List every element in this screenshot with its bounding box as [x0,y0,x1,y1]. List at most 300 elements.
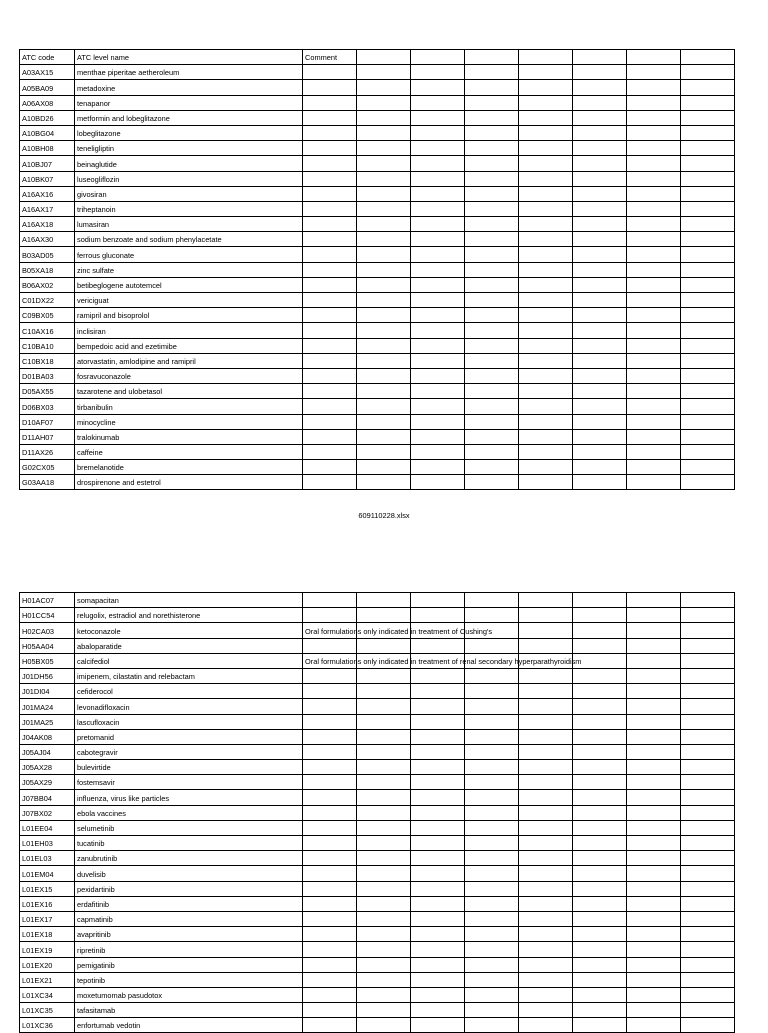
comment-cell [303,623,493,638]
comment-cell [303,384,357,399]
atc-code-cell: B03AD05 [20,247,75,262]
empty-cell [465,896,519,911]
atc-level-name-cell: metformin and lobeglitazone [75,110,303,125]
atc-code-cell: A10BD26 [20,110,75,125]
atc-code-cell: H01CC54 [20,608,75,623]
empty-cell [357,171,411,186]
empty-cell [681,247,735,262]
empty-cell [411,729,465,744]
atc-code-cell: L01EL03 [20,851,75,866]
empty-cell [411,323,465,338]
atc-level-name-cell: minocycline [75,414,303,429]
table-row [20,836,735,851]
empty-cell [519,638,573,653]
empty-cell [411,972,465,987]
empty-cell [411,399,465,414]
atc-code-cell: A05BA09 [20,80,75,95]
empty-cell [627,399,681,414]
empty-cell [357,1018,411,1033]
table-row [20,201,735,216]
empty-cell [573,308,627,323]
atc-level-name-cell: relugolix, estradiol and norethisterone [75,608,303,623]
table-row [20,729,735,744]
empty-cell [357,1003,411,1018]
empty-cell [411,262,465,277]
atc-level-name-cell: metadoxine [75,80,303,95]
atc-code-cell: A10BG04 [20,125,75,140]
table-row [20,608,735,623]
atc-code-cell: G03AA18 [20,475,75,490]
atc-code-cell: A16AX16 [20,186,75,201]
empty-cell [411,50,465,65]
empty-cell [411,125,465,140]
empty-cell [573,593,627,608]
empty-cell [411,1003,465,1018]
atc-code-cell: J07BB04 [20,790,75,805]
empty-cell [411,232,465,247]
empty-cell [357,638,411,653]
empty-cell [519,957,573,972]
table-row [20,368,735,383]
atc-code-cell: H02CA03 [20,623,75,638]
empty-cell [357,125,411,140]
table-row [20,110,735,125]
empty-cell [681,729,735,744]
empty-cell [681,95,735,110]
empty-cell [519,80,573,95]
empty-cell [627,277,681,292]
empty-cell [357,444,411,459]
comment-cell [303,217,357,232]
empty-cell [411,987,465,1002]
table-row [20,247,735,262]
empty-cell [573,638,627,653]
table-row [20,820,735,835]
atc-table-page-1 [19,49,735,490]
atc-level-name-cell: enfortumab vedotin [75,1018,303,1033]
empty-cell [357,820,411,835]
empty-cell [519,851,573,866]
atc-level-name-cell: tepotinib [75,972,303,987]
comment-cell [303,277,357,292]
empty-cell [357,744,411,759]
empty-cell [627,805,681,820]
empty-cell [627,729,681,744]
empty-cell [357,217,411,232]
empty-cell [357,414,411,429]
empty-cell [465,684,519,699]
table-row [20,323,735,338]
atc-level-name-cell: triheptanoin [75,201,303,216]
empty-cell [519,684,573,699]
empty-cell [627,414,681,429]
empty-cell [357,927,411,942]
table-row [20,668,735,683]
atc-code-cell: L01EE04 [20,820,75,835]
empty-cell [411,699,465,714]
empty-cell [519,790,573,805]
empty-cell [519,911,573,926]
atc-table-page-2 [19,592,735,1033]
atc-level-name-cell: betibeglogene autotemcel [75,277,303,292]
empty-cell [627,475,681,490]
empty-cell [411,414,465,429]
empty-cell [357,95,411,110]
empty-cell [465,429,519,444]
atc-code-cell: A16AX17 [20,201,75,216]
empty-cell [573,805,627,820]
comment-cell [303,475,357,490]
empty-cell [627,851,681,866]
empty-cell [465,444,519,459]
empty-cell [411,156,465,171]
empty-cell [627,156,681,171]
comment-cell [303,881,357,896]
empty-cell [465,171,519,186]
empty-cell [681,460,735,475]
comment-cell [303,714,357,729]
empty-cell [573,353,627,368]
empty-cell [465,775,519,790]
empty-cell [519,156,573,171]
comment-cell [303,262,357,277]
comment-cell [303,232,357,247]
atc-code-cell: A10BJ07 [20,156,75,171]
empty-cell [357,851,411,866]
empty-cell [627,384,681,399]
atc-code-cell: C10BA10 [20,338,75,353]
empty-cell [573,881,627,896]
comment-text: Oral formulations only indicated in treatment of renal secondary hyperparathyroidism [305,656,582,666]
empty-cell [681,927,735,942]
empty-cell [627,444,681,459]
table-row [20,623,735,638]
empty-cell [411,217,465,232]
comment-cell [303,429,357,444]
atc-level-name-cell: somapacitan [75,593,303,608]
atc-level-name-cell: luseogliflozin [75,171,303,186]
empty-cell [465,972,519,987]
empty-cell [357,911,411,926]
empty-cell [465,414,519,429]
empty-cell [465,338,519,353]
empty-cell [573,744,627,759]
empty-cell [519,368,573,383]
empty-cell [411,836,465,851]
comment-cell [303,972,357,987]
empty-cell [627,323,681,338]
empty-cell [357,308,411,323]
empty-cell [627,881,681,896]
empty-cell [357,65,411,80]
comment-cell [303,608,357,623]
empty-cell [627,942,681,957]
atc-level-name-cell: ferrous gluconate [75,247,303,262]
empty-cell [573,323,627,338]
table-row [20,927,735,942]
empty-cell [573,972,627,987]
empty-cell [519,50,573,65]
empty-cell [627,429,681,444]
empty-cell [465,201,519,216]
empty-cell [681,141,735,156]
empty-cell [411,608,465,623]
empty-cell [681,987,735,1002]
empty-cell [519,186,573,201]
empty-cell [519,125,573,140]
table-row [20,399,735,414]
table-row [20,444,735,459]
empty-cell [519,775,573,790]
atc-level-name-cell: bulevirtide [75,760,303,775]
empty-cell [411,95,465,110]
empty-cell [573,608,627,623]
empty-cell [519,217,573,232]
empty-cell [411,942,465,957]
empty-cell [357,775,411,790]
empty-cell [573,171,627,186]
table-row [20,141,735,156]
empty-cell [681,277,735,292]
empty-cell [465,186,519,201]
empty-cell [681,684,735,699]
atc-level-name-cell: cefiderocol [75,684,303,699]
empty-cell [519,308,573,323]
empty-cell [681,353,735,368]
empty-cell [681,323,735,338]
empty-cell [681,638,735,653]
empty-cell [411,593,465,608]
header-row [20,50,735,65]
comment-cell [303,668,357,683]
empty-cell [519,805,573,820]
empty-cell [465,460,519,475]
empty-cell [465,156,519,171]
comment-cell [303,942,357,957]
table-row [20,866,735,881]
empty-cell [411,714,465,729]
atc-code-cell: D06BX03 [20,399,75,414]
atc-level-name-cell: selumetinib [75,820,303,835]
empty-cell [573,80,627,95]
empty-cell [573,623,627,638]
empty-cell [573,942,627,957]
empty-cell [627,171,681,186]
table-row [20,232,735,247]
empty-cell [465,927,519,942]
empty-cell [411,790,465,805]
atc-level-name-cell: lascufloxacin [75,714,303,729]
empty-cell [519,760,573,775]
empty-cell [411,338,465,353]
empty-cell [681,608,735,623]
comment-text: Oral formulations only indicated in treatment of Cushing's [305,626,493,636]
comment-cell [303,414,357,429]
empty-cell [681,308,735,323]
empty-cell [411,911,465,926]
empty-cell [627,80,681,95]
empty-cell [411,384,465,399]
atc-level-name-cell: capmatinib [75,911,303,926]
atc-level-name-cell: calcifediol [75,653,303,668]
atc-level-name-cell: tirbanibulin [75,399,303,414]
empty-cell [465,836,519,851]
table-row [20,65,735,80]
empty-cell [627,714,681,729]
empty-cell [627,110,681,125]
comment-cell [303,866,357,881]
empty-cell [681,942,735,957]
empty-cell [519,65,573,80]
empty-cell [573,277,627,292]
empty-cell [465,353,519,368]
empty-cell [465,1003,519,1018]
comment-cell [303,820,357,835]
empty-cell [465,323,519,338]
atc-code-cell: J05AJ04 [20,744,75,759]
table-row [20,80,735,95]
empty-cell [573,399,627,414]
empty-cell [465,1018,519,1033]
empty-cell [627,911,681,926]
atc-level-name-cell: sodium benzoate and sodium phenylacetate [75,232,303,247]
empty-cell [357,790,411,805]
comment-cell [303,293,357,308]
empty-cell [519,323,573,338]
empty-cell [357,714,411,729]
atc-level-name-cell: inclisiran [75,323,303,338]
empty-cell [411,429,465,444]
empty-cell [465,851,519,866]
empty-cell [573,414,627,429]
empty-cell [573,141,627,156]
empty-cell [681,110,735,125]
empty-cell [519,699,573,714]
empty-cell [465,987,519,1002]
empty-cell [573,217,627,232]
empty-cell [681,775,735,790]
atc-level-name-cell: pretomanid [75,729,303,744]
empty-cell [357,156,411,171]
empty-cell [627,368,681,383]
empty-cell [573,668,627,683]
table-row [20,293,735,308]
comment-cell [303,836,357,851]
empty-cell [519,444,573,459]
empty-cell [573,1018,627,1033]
empty-cell [357,293,411,308]
table-row [20,308,735,323]
empty-cell [627,972,681,987]
atc-code-cell: A16AX18 [20,217,75,232]
atc-level-name-cell: bremelanotide [75,460,303,475]
empty-cell [465,141,519,156]
empty-cell [411,866,465,881]
comment-cell [303,368,357,383]
empty-cell [573,911,627,926]
empty-cell [519,927,573,942]
table-row [20,217,735,232]
atc-level-name-cell: ramipril and bisoprolol [75,308,303,323]
empty-cell [465,50,519,65]
empty-cell [357,353,411,368]
empty-cell [681,653,735,668]
atc-code-cell: L01EX21 [20,972,75,987]
atc-level-name-cell: ripretinib [75,942,303,957]
comment-cell [303,987,357,1002]
header-comment: Comment [303,50,357,65]
empty-cell [681,668,735,683]
comment-cell [303,775,357,790]
empty-cell [465,729,519,744]
comment-cell [303,399,357,414]
atc-level-name-cell: ketoconazole [75,623,303,638]
empty-cell [357,668,411,683]
comment-cell [303,156,357,171]
empty-cell [519,110,573,125]
empty-cell [357,972,411,987]
atc-code-cell: J01MA24 [20,699,75,714]
table-row [20,156,735,171]
empty-cell [627,927,681,942]
atc-code-cell: A06AX08 [20,95,75,110]
empty-cell [357,399,411,414]
empty-cell [681,911,735,926]
empty-cell [465,308,519,323]
empty-cell [681,699,735,714]
empty-cell [519,820,573,835]
empty-cell [627,217,681,232]
comment-cell [303,444,357,459]
empty-cell [357,232,411,247]
empty-cell [465,293,519,308]
atc-code-cell: B05XA18 [20,262,75,277]
empty-cell [627,293,681,308]
empty-cell [519,942,573,957]
atc-level-name-cell: tafasitamab [75,1003,303,1018]
atc-code-cell: A16AX30 [20,232,75,247]
empty-cell [411,247,465,262]
atc-code-cell: J07BX02 [20,805,75,820]
empty-cell [573,896,627,911]
atc-level-name-cell: erdafitinib [75,896,303,911]
empty-cell [573,110,627,125]
empty-cell [519,729,573,744]
empty-cell [681,805,735,820]
atc-code-cell: H01AC07 [20,593,75,608]
empty-cell [465,820,519,835]
empty-cell [573,1003,627,1018]
comment-cell [303,896,357,911]
empty-cell [411,760,465,775]
empty-cell [681,186,735,201]
table-row [20,805,735,820]
empty-cell [357,942,411,957]
empty-cell [519,1003,573,1018]
empty-cell [465,65,519,80]
empty-cell [411,744,465,759]
empty-cell [411,684,465,699]
atc-level-name-cell: zinc sulfate [75,262,303,277]
empty-cell [357,277,411,292]
file-name-footer: 609110228.xlsx [358,511,410,520]
empty-cell [627,1018,681,1033]
atc-code-cell: L01XC36 [20,1018,75,1033]
empty-cell [411,475,465,490]
empty-cell [627,638,681,653]
empty-cell [519,277,573,292]
comment-cell [303,790,357,805]
